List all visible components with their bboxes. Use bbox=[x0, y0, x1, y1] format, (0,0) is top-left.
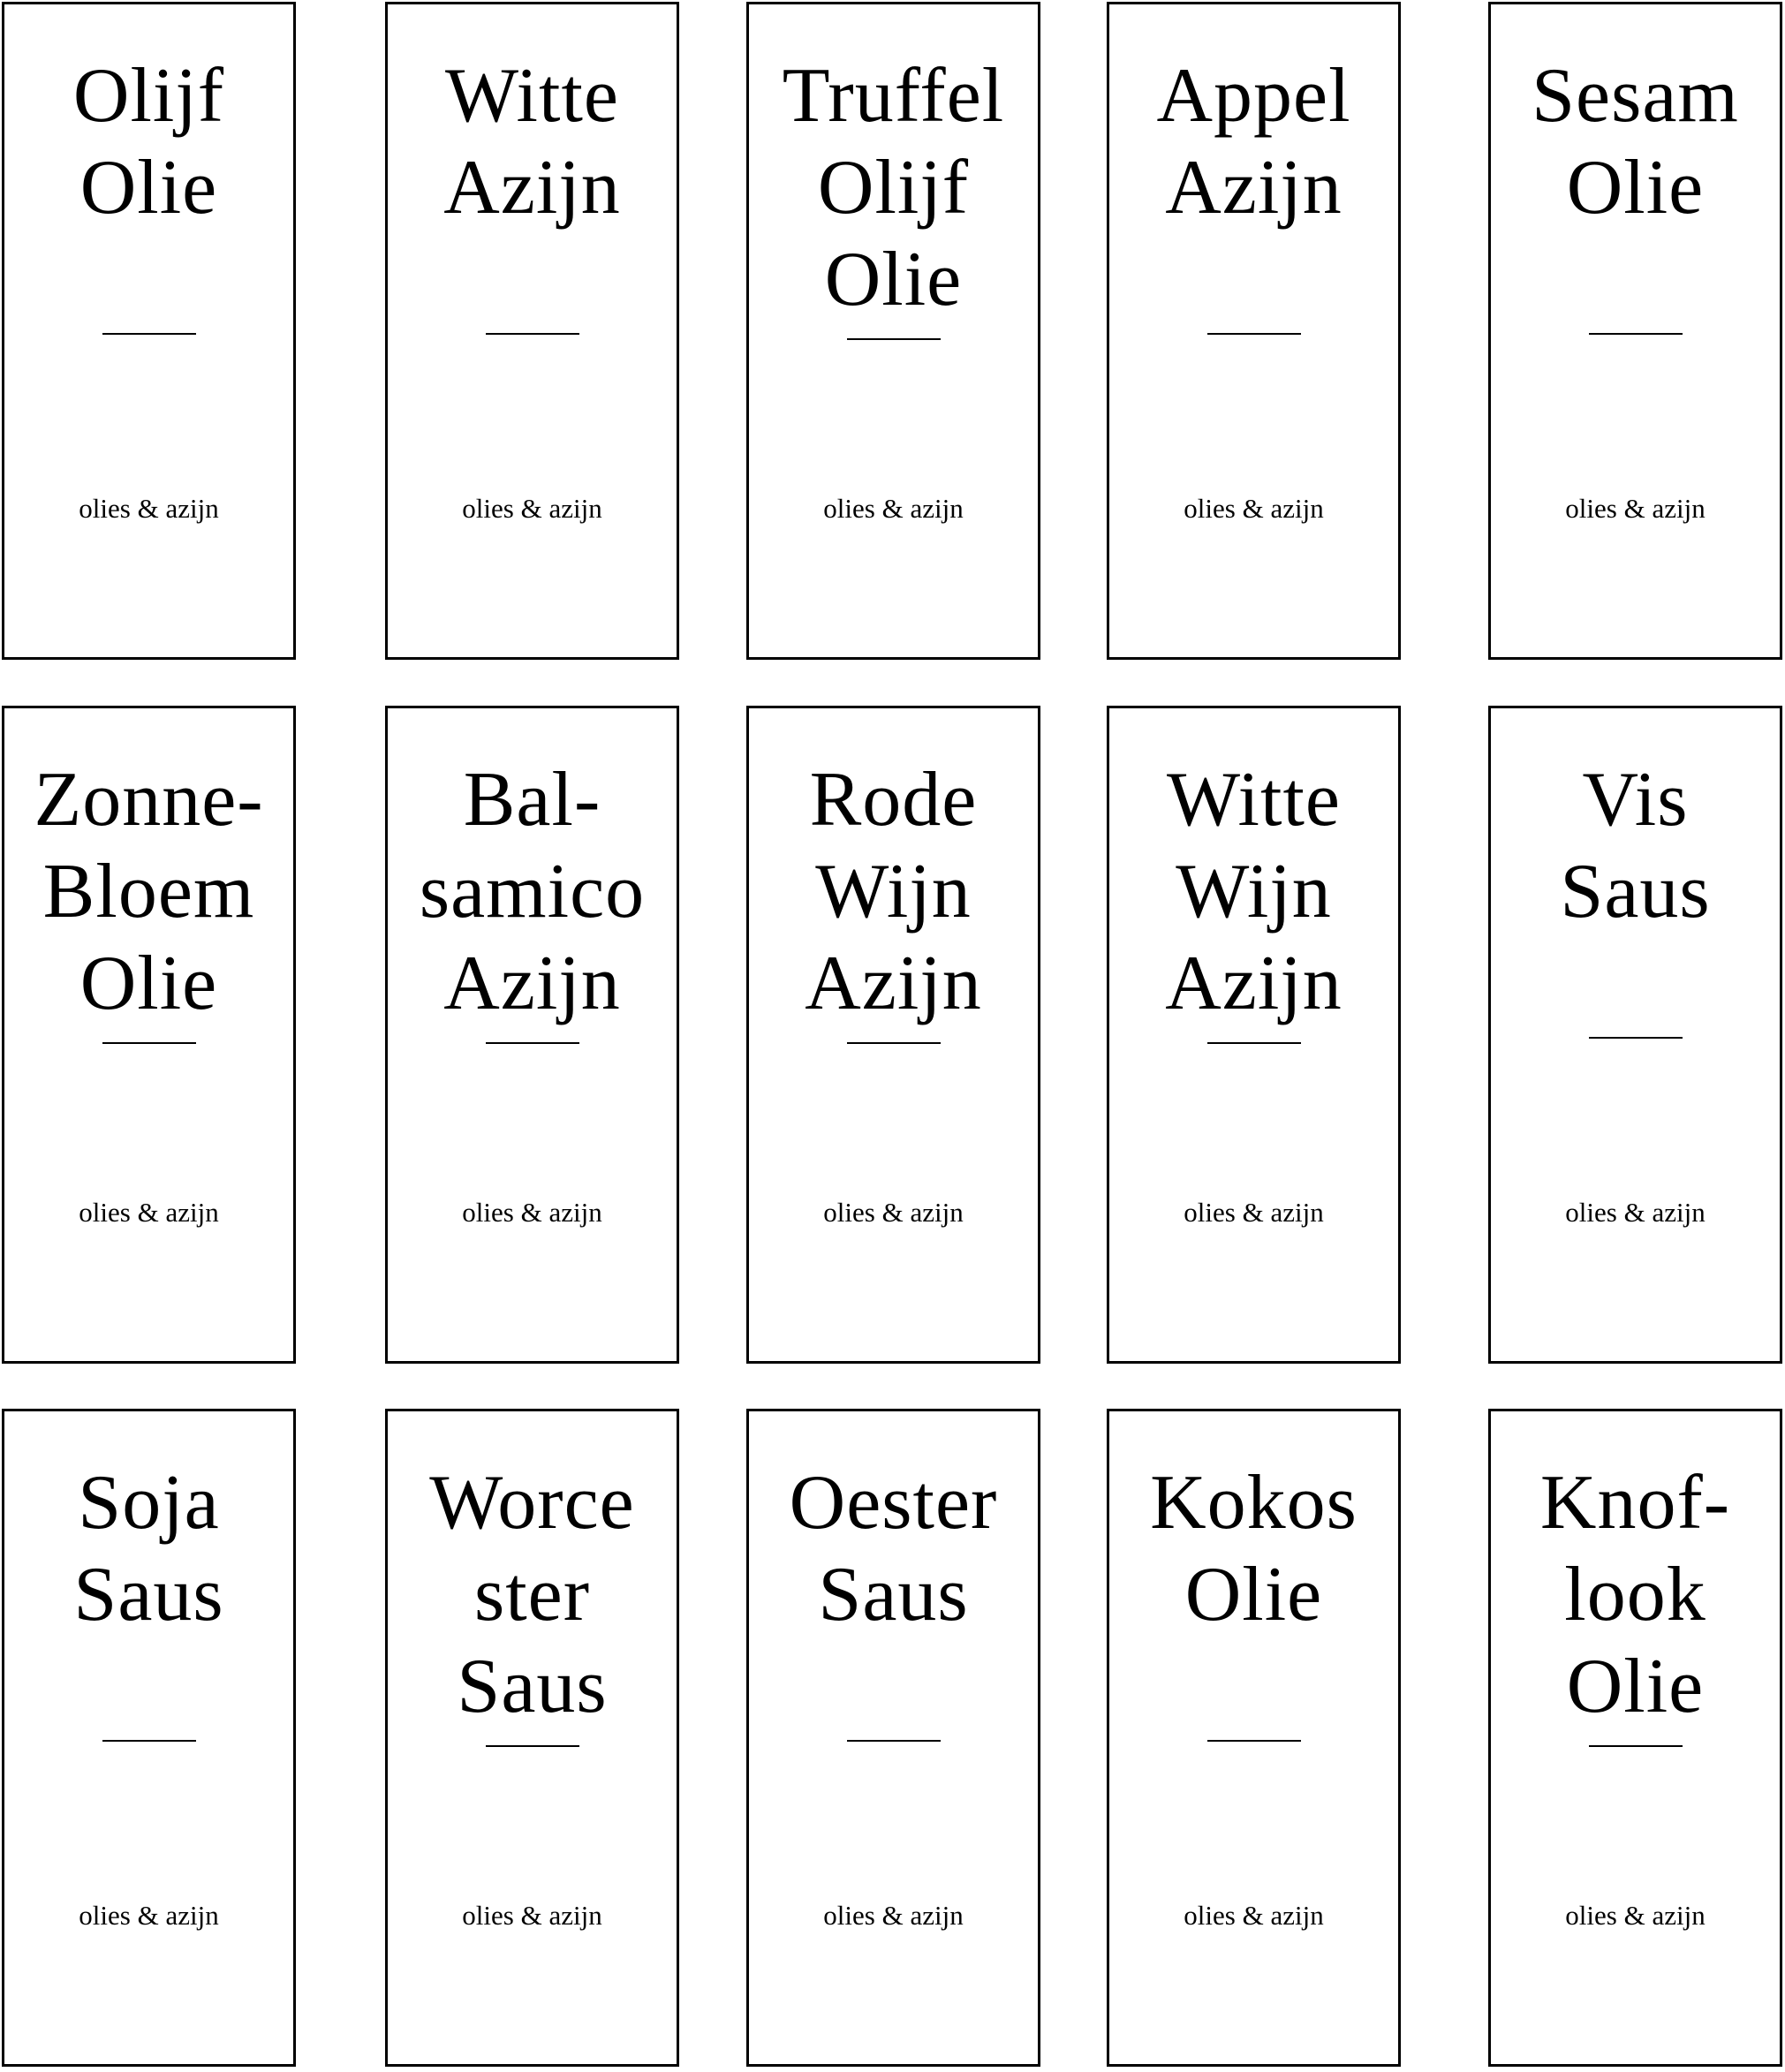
label-tagline: olies & azijn bbox=[1565, 1900, 1706, 1931]
product-label bbox=[2, 706, 296, 1364]
label-title: Rode Wijn Azijn bbox=[805, 757, 982, 1026]
label-tagline: olies & azijn bbox=[462, 1900, 602, 1931]
label-divider bbox=[847, 1042, 941, 1044]
label-title: Soja Saus bbox=[73, 1460, 224, 1637]
label-divider bbox=[847, 338, 941, 340]
product-label bbox=[2, 2, 296, 660]
label-divider bbox=[1207, 333, 1301, 335]
label-title: Appel Azijn bbox=[1156, 53, 1351, 231]
label-tagline: olies & azijn bbox=[1184, 493, 1324, 524]
label-title: Witte Azijn bbox=[443, 53, 621, 231]
product-label bbox=[1107, 706, 1401, 1364]
label-divider bbox=[102, 1042, 196, 1044]
label-divider bbox=[102, 333, 196, 335]
label-title: Kokos Olie bbox=[1150, 1460, 1358, 1637]
product-label bbox=[1107, 1409, 1401, 2067]
label-tagline: olies & azijn bbox=[462, 493, 602, 524]
label-tagline: olies & azijn bbox=[823, 1197, 964, 1228]
label-divider bbox=[1589, 333, 1683, 335]
product-label bbox=[1488, 2, 1782, 660]
label-title: Worce ster Saus bbox=[429, 1460, 635, 1729]
label-divider bbox=[486, 333, 579, 335]
label-tagline: olies & azijn bbox=[1184, 1197, 1324, 1228]
product-label bbox=[1488, 706, 1782, 1364]
label-divider bbox=[1207, 1042, 1301, 1044]
label-tagline: olies & azijn bbox=[462, 1197, 602, 1228]
product-label bbox=[746, 706, 1040, 1364]
label-title: Witte Wijn Azijn bbox=[1165, 757, 1343, 1026]
product-label bbox=[385, 1409, 679, 2067]
label-title: Vis Saus bbox=[1560, 757, 1711, 934]
label-title: Knof- look Olie bbox=[1539, 1460, 1731, 1729]
label-tagline: olies & azijn bbox=[823, 493, 964, 524]
label-tagline: olies & azijn bbox=[823, 1900, 964, 1931]
label-tagline: olies & azijn bbox=[79, 1197, 219, 1228]
label-tagline: olies & azijn bbox=[1565, 493, 1706, 524]
product-label bbox=[746, 1409, 1040, 2067]
label-title: Truffel Olijf Olie bbox=[782, 53, 1005, 322]
label-divider bbox=[1589, 1745, 1683, 1747]
label-title: Sesam Olie bbox=[1532, 53, 1739, 231]
label-divider bbox=[102, 1740, 196, 1742]
label-tagline: olies & azijn bbox=[79, 1900, 219, 1931]
label-title: Oester Saus bbox=[789, 1460, 998, 1637]
product-label bbox=[746, 2, 1040, 660]
product-label bbox=[1107, 2, 1401, 660]
label-tagline: olies & azijn bbox=[79, 493, 219, 524]
label-divider bbox=[1207, 1740, 1301, 1742]
label-divider bbox=[847, 1740, 941, 1742]
label-title: Olijf Olie bbox=[72, 53, 225, 231]
label-divider bbox=[486, 1042, 579, 1044]
product-label bbox=[385, 706, 679, 1364]
label-divider bbox=[486, 1745, 579, 1747]
label-title: Zonne- Bloem Olie bbox=[34, 757, 264, 1026]
product-label bbox=[1488, 1409, 1782, 2067]
label-tagline: olies & azijn bbox=[1184, 1900, 1324, 1931]
label-tagline: olies & azijn bbox=[1565, 1197, 1706, 1228]
label-divider bbox=[1589, 1037, 1683, 1039]
label-title: Bal- samico Azijn bbox=[419, 757, 646, 1026]
product-label bbox=[385, 2, 679, 660]
product-label bbox=[2, 1409, 296, 2067]
